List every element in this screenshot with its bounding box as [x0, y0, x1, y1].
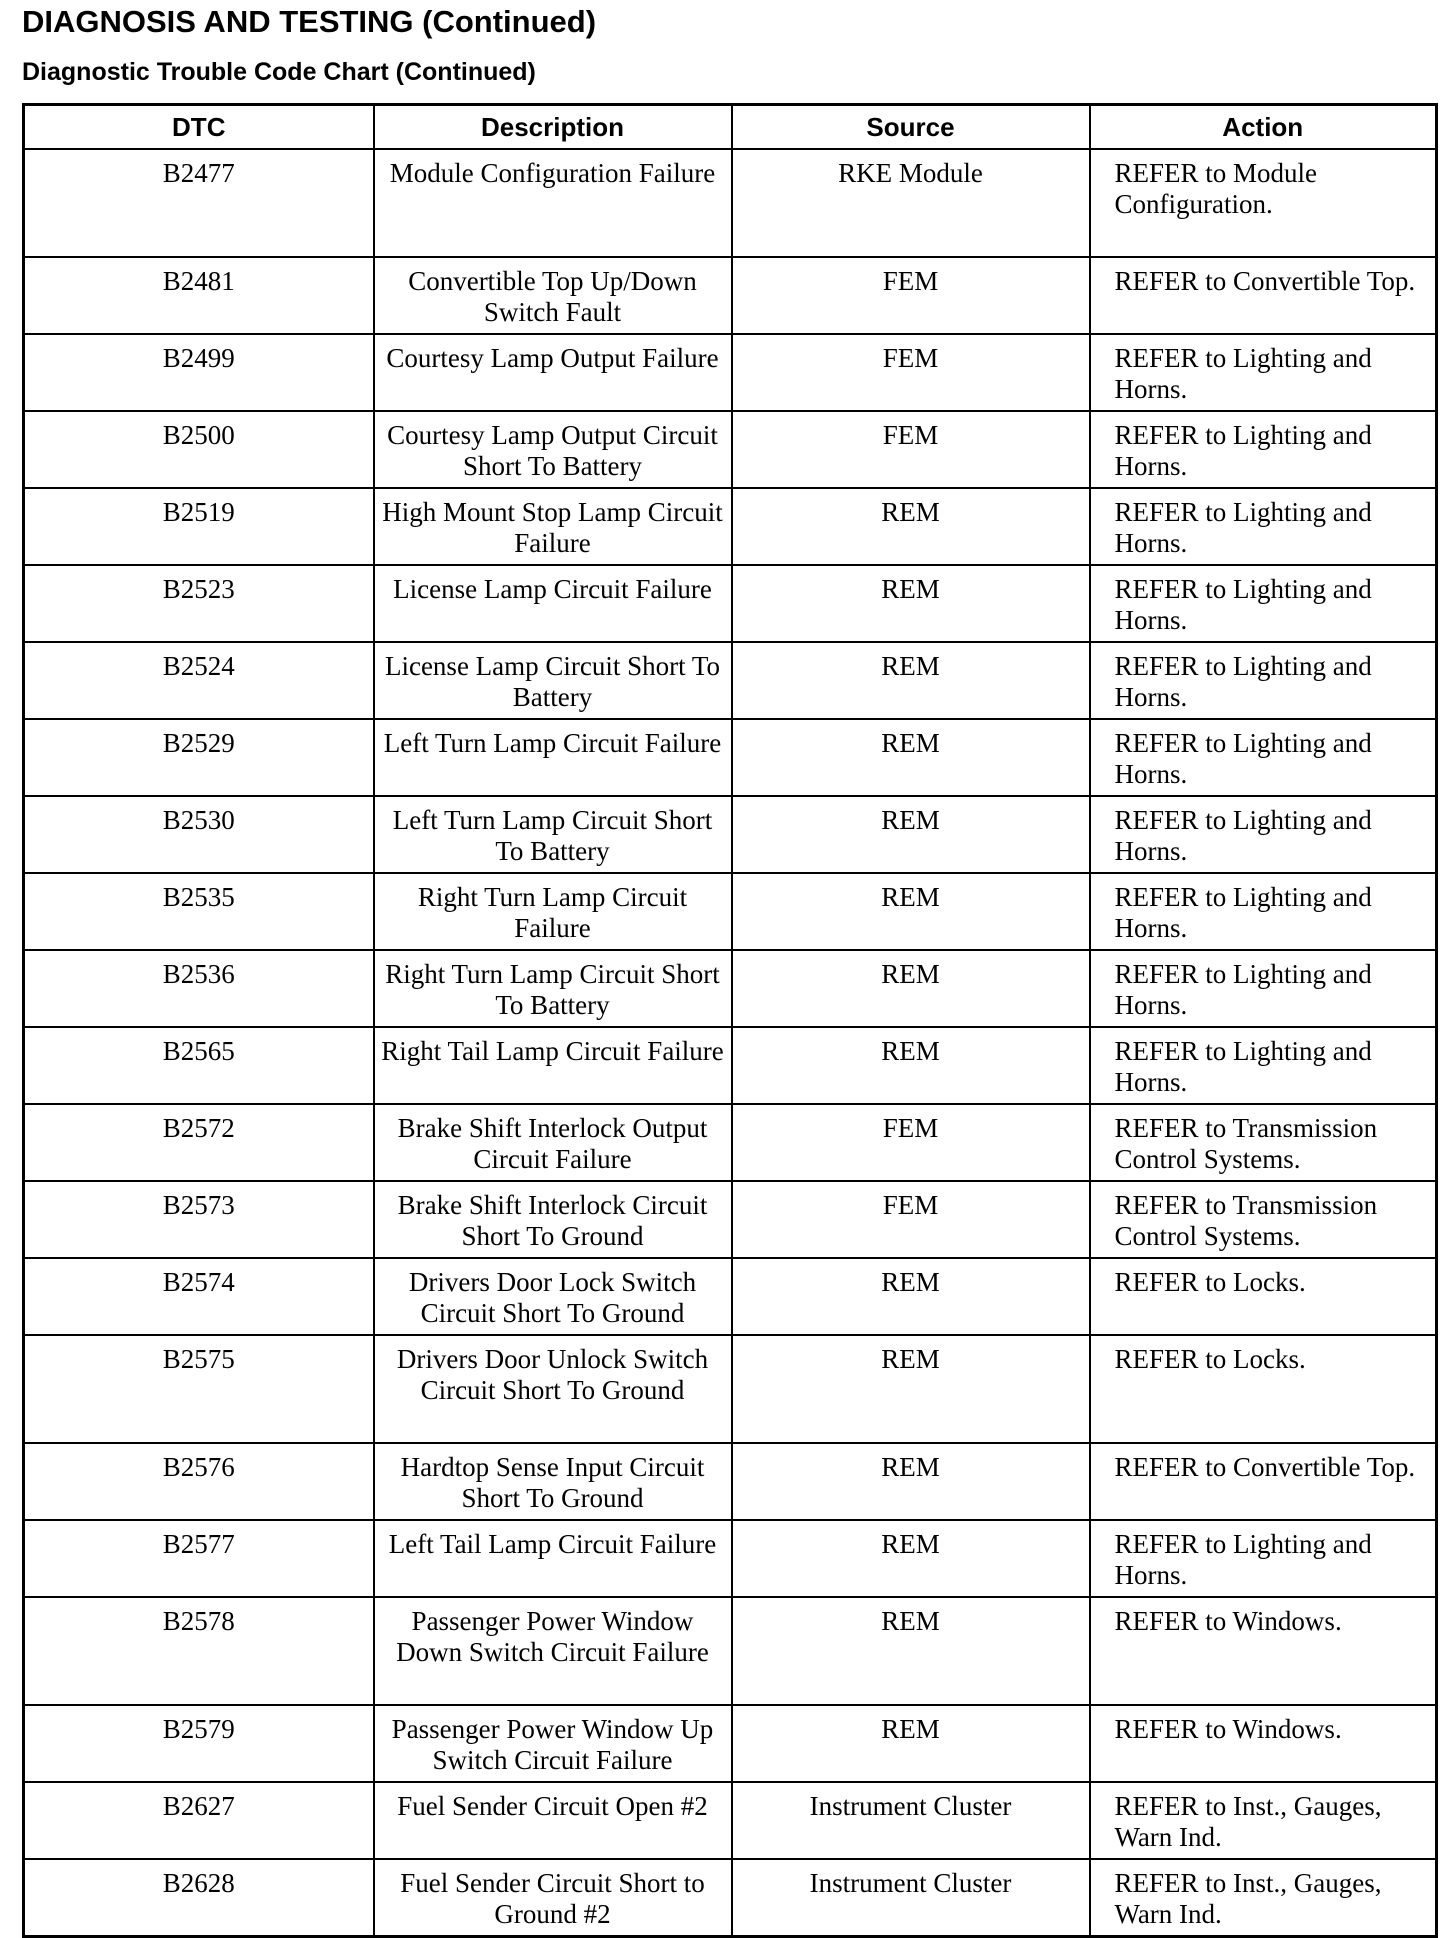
source-cell: REM	[732, 1258, 1090, 1335]
dtc-cell: B2524	[24, 642, 374, 719]
table-row	[24, 411, 1437, 488]
description-cell: Convertible Top Up/Down Switch Fault	[374, 257, 732, 334]
action-cell: REFER to Transmission Control Systems.	[1090, 1104, 1437, 1181]
action-cell: REFER to Convertible Top.	[1090, 257, 1437, 334]
source-cell: REM	[732, 565, 1090, 642]
dtc-cell: B2530	[24, 796, 374, 873]
table-row	[24, 149, 1437, 257]
description-cell: Fuel Sender Circuit Open #2	[374, 1782, 732, 1859]
dtc-cell: B2572	[24, 1104, 374, 1181]
table-row	[24, 1104, 1437, 1181]
description-cell: License Lamp Circuit Failure	[374, 565, 732, 642]
dtc-cell: B2481	[24, 257, 374, 334]
table-row	[24, 1520, 1437, 1597]
description-cell: Drivers Door Unlock Switch Circuit Short To Ground	[374, 1335, 732, 1443]
table-row	[24, 873, 1437, 950]
dtc-cell: B2573	[24, 1181, 374, 1258]
table-row	[24, 1181, 1437, 1258]
description-cell: Courtesy Lamp Output Failure	[374, 334, 732, 411]
table-row	[24, 1443, 1437, 1520]
page-title: DIAGNOSIS AND TESTING (Continued)	[22, 4, 597, 39]
action-cell: REFER to Lighting and Horns.	[1090, 719, 1437, 796]
table-row	[24, 257, 1437, 334]
table-row	[24, 1597, 1437, 1705]
description-cell: Fuel Sender Circuit Short to Ground #2	[374, 1859, 732, 1937]
source-cell: FEM	[732, 1104, 1090, 1181]
description-cell: Right Turn Lamp Circuit Failure	[374, 873, 732, 950]
action-cell: REFER to Inst., Gauges, Warn Ind.	[1090, 1859, 1437, 1937]
description-cell: License Lamp Circuit Short To Battery	[374, 642, 732, 719]
source-cell: REM	[732, 873, 1090, 950]
description-cell: Brake Shift Interlock Output Circuit Failure	[374, 1104, 732, 1181]
source-cell: REM	[732, 1597, 1090, 1705]
action-cell: REFER to Lighting and Horns.	[1090, 334, 1437, 411]
action-cell: REFER to Lighting and Horns.	[1090, 950, 1437, 1027]
source-cell: REM	[732, 796, 1090, 873]
description-cell: Right Tail Lamp Circuit Failure	[374, 1027, 732, 1104]
dtc-table	[22, 103, 1438, 1938]
action-cell: REFER to Lighting and Horns.	[1090, 1520, 1437, 1597]
dtc-cell: B2519	[24, 488, 374, 565]
dtc-cell: B2576	[24, 1443, 374, 1520]
chart-subtitle: Diagnostic Trouble Code Chart (Continued)	[22, 58, 536, 86]
table-row	[24, 1782, 1437, 1859]
table-row	[24, 334, 1437, 411]
description-cell: Module Configuration Failure	[374, 149, 732, 257]
source-cell: FEM	[732, 257, 1090, 334]
source-cell: RKE Module	[732, 149, 1090, 257]
dtc-cell: B2535	[24, 873, 374, 950]
description-cell: Hardtop Sense Input Circuit Short To Ground	[374, 1443, 732, 1520]
action-cell: REFER to Module Configuration.	[1090, 149, 1437, 257]
action-cell: REFER to Locks.	[1090, 1335, 1437, 1443]
source-cell: FEM	[732, 1181, 1090, 1258]
source-cell: REM	[732, 950, 1090, 1027]
source-cell: Instrument Cluster	[732, 1859, 1090, 1937]
description-cell: Right Turn Lamp Circuit Short To Battery	[374, 950, 732, 1027]
description-cell: Passenger Power Window Down Switch Circuit Failure	[374, 1597, 732, 1705]
column-header-description: Description	[374, 105, 732, 150]
dtc-cell: B2499	[24, 334, 374, 411]
dtc-cell: B2575	[24, 1335, 374, 1443]
action-cell: REFER to Lighting and Horns.	[1090, 642, 1437, 719]
source-cell: REM	[732, 1520, 1090, 1597]
description-cell: Brake Shift Interlock Circuit Short To Ground	[374, 1181, 732, 1258]
description-cell: Passenger Power Window Up Switch Circuit Failure	[374, 1705, 732, 1782]
table-row	[24, 565, 1437, 642]
source-cell: FEM	[732, 411, 1090, 488]
table-row	[24, 950, 1437, 1027]
table-header-row	[24, 105, 1437, 150]
action-cell: REFER to Lighting and Horns.	[1090, 873, 1437, 950]
source-cell: REM	[732, 1705, 1090, 1782]
table-row	[24, 796, 1437, 873]
table-row	[24, 719, 1437, 796]
action-cell: REFER to Lighting and Horns.	[1090, 565, 1437, 642]
dtc-cell: B2529	[24, 719, 374, 796]
source-cell: FEM	[732, 334, 1090, 411]
action-cell: REFER to Lighting and Horns.	[1090, 796, 1437, 873]
dtc-cell: B2536	[24, 950, 374, 1027]
action-cell: REFER to Lighting and Horns.	[1090, 488, 1437, 565]
column-header-source: Source	[732, 105, 1090, 150]
dtc-cell: B2627	[24, 1782, 374, 1859]
action-cell: REFER to Lighting and Horns.	[1090, 411, 1437, 488]
source-cell: REM	[732, 1443, 1090, 1520]
description-cell: Courtesy Lamp Output Circuit Short To Battery	[374, 411, 732, 488]
table-row	[24, 1027, 1437, 1104]
source-cell: REM	[732, 488, 1090, 565]
source-cell: Instrument Cluster	[732, 1782, 1090, 1859]
description-cell: High Mount Stop Lamp Circuit Failure	[374, 488, 732, 565]
description-cell: Drivers Door Lock Switch Circuit Short To Ground	[374, 1258, 732, 1335]
dtc-cell: B2628	[24, 1859, 374, 1937]
description-cell: Left Turn Lamp Circuit Short To Battery	[374, 796, 732, 873]
dtc-cell: B2565	[24, 1027, 374, 1104]
dtc-cell: B2574	[24, 1258, 374, 1335]
action-cell: REFER to Transmission Control Systems.	[1090, 1181, 1437, 1258]
dtc-cell: B2579	[24, 1705, 374, 1782]
dtc-cell: B2577	[24, 1520, 374, 1597]
table-row	[24, 488, 1437, 565]
dtc-cell: B2523	[24, 565, 374, 642]
source-cell: REM	[732, 1027, 1090, 1104]
dtc-cell: B2500	[24, 411, 374, 488]
dtc-cell: B2477	[24, 149, 374, 257]
table-row	[24, 1335, 1437, 1443]
table-row	[24, 1859, 1437, 1937]
column-header-action: Action	[1090, 105, 1437, 150]
description-cell: Left Turn Lamp Circuit Failure	[374, 719, 732, 796]
action-cell: REFER to Lighting and Horns.	[1090, 1027, 1437, 1104]
table-row	[24, 642, 1437, 719]
source-cell: REM	[732, 642, 1090, 719]
action-cell: REFER to Windows.	[1090, 1705, 1437, 1782]
action-cell: REFER to Locks.	[1090, 1258, 1437, 1335]
dtc-cell: B2578	[24, 1597, 374, 1705]
action-cell: REFER to Convertible Top.	[1090, 1443, 1437, 1520]
source-cell: REM	[732, 719, 1090, 796]
action-cell: REFER to Inst., Gauges, Warn Ind.	[1090, 1782, 1437, 1859]
column-header-dtc: DTC	[24, 105, 374, 150]
description-cell: Left Tail Lamp Circuit Failure	[374, 1520, 732, 1597]
table-row	[24, 1258, 1437, 1335]
table-row	[24, 1705, 1437, 1782]
action-cell: REFER to Windows.	[1090, 1597, 1437, 1705]
source-cell: REM	[732, 1335, 1090, 1443]
